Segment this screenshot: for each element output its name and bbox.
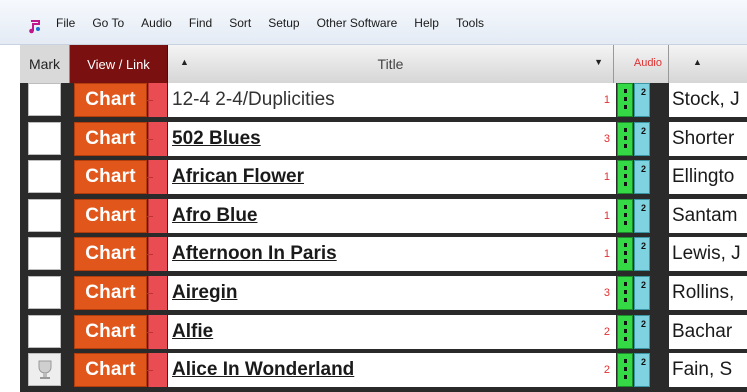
chart-button[interactable]: Chart bbox=[74, 276, 147, 310]
menu-bar bbox=[0, 0, 747, 45]
audio-count: 1 bbox=[594, 160, 616, 194]
audio-play-green-button[interactable] bbox=[617, 276, 633, 310]
column-header-audio[interactable] bbox=[614, 45, 669, 83]
menu-audio[interactable]: Audio bbox=[141, 16, 172, 30]
audio-play-cyan-button[interactable]: 2 bbox=[634, 315, 650, 349]
menu-file[interactable]: File bbox=[56, 16, 76, 30]
artist-name[interactable]: Shorter bbox=[669, 122, 747, 156]
link-tab[interactable] bbox=[148, 199, 167, 233]
sort-ascending-icon[interactable]: ▲ bbox=[180, 57, 189, 67]
chart-button[interactable]: Chart bbox=[74, 353, 147, 387]
audio-count: 2 bbox=[594, 315, 616, 349]
menu-items bbox=[56, 16, 501, 30]
mark-checkbox[interactable] bbox=[28, 353, 61, 386]
chart-button[interactable]: Chart bbox=[74, 199, 147, 233]
music-note-icon bbox=[27, 19, 42, 34]
link-tab[interactable] bbox=[148, 315, 167, 349]
sort-ascending-icon[interactable]: ▲ bbox=[693, 57, 702, 67]
table-row[interactable] bbox=[20, 199, 747, 233]
audio-play-cyan-button[interactable]: 2 bbox=[634, 122, 650, 156]
mark-checkbox[interactable] bbox=[28, 237, 61, 270]
link-tab[interactable] bbox=[148, 237, 167, 271]
menu-find[interactable]: Find bbox=[188, 16, 213, 30]
song-title[interactable]: 12-4 2-4/Duplicities bbox=[168, 83, 614, 117]
artist-name[interactable]: Ellingto bbox=[669, 160, 747, 194]
mark-checkbox[interactable] bbox=[28, 160, 61, 193]
trophy-icon bbox=[36, 359, 54, 381]
audio-count: 1 bbox=[594, 83, 616, 117]
audio-play-cyan-button[interactable]: 2 bbox=[634, 199, 650, 233]
link-tab[interactable] bbox=[148, 160, 167, 194]
column-header-view-link[interactable]: View / Link bbox=[70, 45, 168, 83]
column-header-title[interactable] bbox=[168, 45, 614, 83]
sort-descending-icon[interactable]: ▼ bbox=[594, 57, 603, 67]
column-header-artist[interactable] bbox=[669, 45, 747, 83]
audio-play-cyan-button[interactable]: 2 bbox=[634, 160, 650, 194]
audio-play-cyan-button[interactable]: 2 bbox=[634, 276, 650, 310]
audio-count: 2 bbox=[594, 353, 616, 387]
audio-play-green-button[interactable] bbox=[617, 353, 633, 387]
table-row[interactable] bbox=[20, 315, 747, 349]
audio-play-cyan-button[interactable]: 2 bbox=[634, 237, 650, 271]
table-row[interactable] bbox=[20, 83, 747, 117]
menu-other-software[interactable]: Other Software bbox=[316, 16, 398, 30]
chart-button[interactable]: Chart bbox=[74, 237, 147, 271]
song-title[interactable]: Alice In Wonderland bbox=[168, 353, 614, 387]
song-title[interactable]: African Flower bbox=[168, 160, 614, 194]
audio-play-green-button[interactable] bbox=[617, 83, 633, 117]
audio-play-green-button[interactable] bbox=[617, 237, 633, 271]
audio-play-green-button[interactable] bbox=[617, 160, 633, 194]
mark-checkbox[interactable] bbox=[28, 276, 61, 309]
mark-checkbox[interactable] bbox=[28, 83, 61, 116]
artist-name[interactable]: Lewis, J bbox=[669, 237, 747, 271]
chart-button[interactable]: Chart bbox=[74, 315, 147, 349]
column-header-mark[interactable]: Mark bbox=[20, 45, 70, 83]
artist-name[interactable]: Fain, S bbox=[669, 353, 747, 387]
song-title[interactable]: Alfie bbox=[168, 315, 614, 349]
song-title[interactable]: Airegin bbox=[168, 276, 614, 310]
table-row[interactable] bbox=[20, 353, 747, 387]
audio-play-green-button[interactable] bbox=[617, 199, 633, 233]
audio-count: 3 bbox=[594, 276, 616, 310]
table-row[interactable] bbox=[20, 122, 747, 156]
link-tab[interactable] bbox=[148, 353, 167, 387]
audio-count: 3 bbox=[594, 122, 616, 156]
mark-checkbox[interactable] bbox=[28, 122, 61, 155]
table-row[interactable] bbox=[20, 276, 747, 310]
artist-name[interactable]: Rollins, bbox=[669, 276, 747, 310]
audio-play-green-button[interactable] bbox=[617, 315, 633, 349]
table-row[interactable] bbox=[20, 160, 747, 194]
song-title[interactable]: Afro Blue bbox=[168, 199, 614, 233]
songs-grid bbox=[20, 45, 747, 392]
artist-name[interactable]: Santam bbox=[669, 199, 747, 233]
song-title[interactable]: Afternoon In Paris bbox=[168, 237, 614, 271]
song-title[interactable]: 502 Blues bbox=[168, 122, 614, 156]
mark-checkbox[interactable] bbox=[28, 199, 61, 232]
audio-count: 1 bbox=[594, 237, 616, 271]
menu-sort[interactable]: Sort bbox=[229, 16, 252, 30]
audio-count: 1 bbox=[594, 199, 616, 233]
audio-play-green-button[interactable] bbox=[617, 122, 633, 156]
menu-tools[interactable]: Tools bbox=[455, 16, 484, 30]
column-header-title-label: Title bbox=[377, 56, 404, 72]
link-tab[interactable] bbox=[148, 276, 167, 310]
chart-button[interactable]: Chart bbox=[74, 160, 147, 194]
column-header-audio-label: Audio bbox=[633, 57, 662, 69]
link-tab[interactable] bbox=[148, 83, 167, 117]
chart-button[interactable]: Chart bbox=[74, 122, 147, 156]
menu-help[interactable]: Help bbox=[414, 16, 439, 30]
table-row[interactable] bbox=[20, 237, 747, 271]
menu-go-to[interactable]: Go To bbox=[92, 16, 125, 30]
mark-checkbox[interactable] bbox=[28, 315, 61, 348]
chart-button[interactable]: Chart bbox=[74, 83, 147, 117]
audio-play-cyan-button[interactable]: 2 bbox=[634, 353, 650, 387]
menu-setup[interactable]: Setup bbox=[268, 16, 300, 30]
audio-play-cyan-button[interactable]: 2 bbox=[634, 83, 650, 117]
link-tab[interactable] bbox=[148, 122, 167, 156]
artist-name[interactable]: Bachar bbox=[669, 315, 747, 349]
artist-name[interactable]: Stock, J bbox=[669, 83, 747, 117]
